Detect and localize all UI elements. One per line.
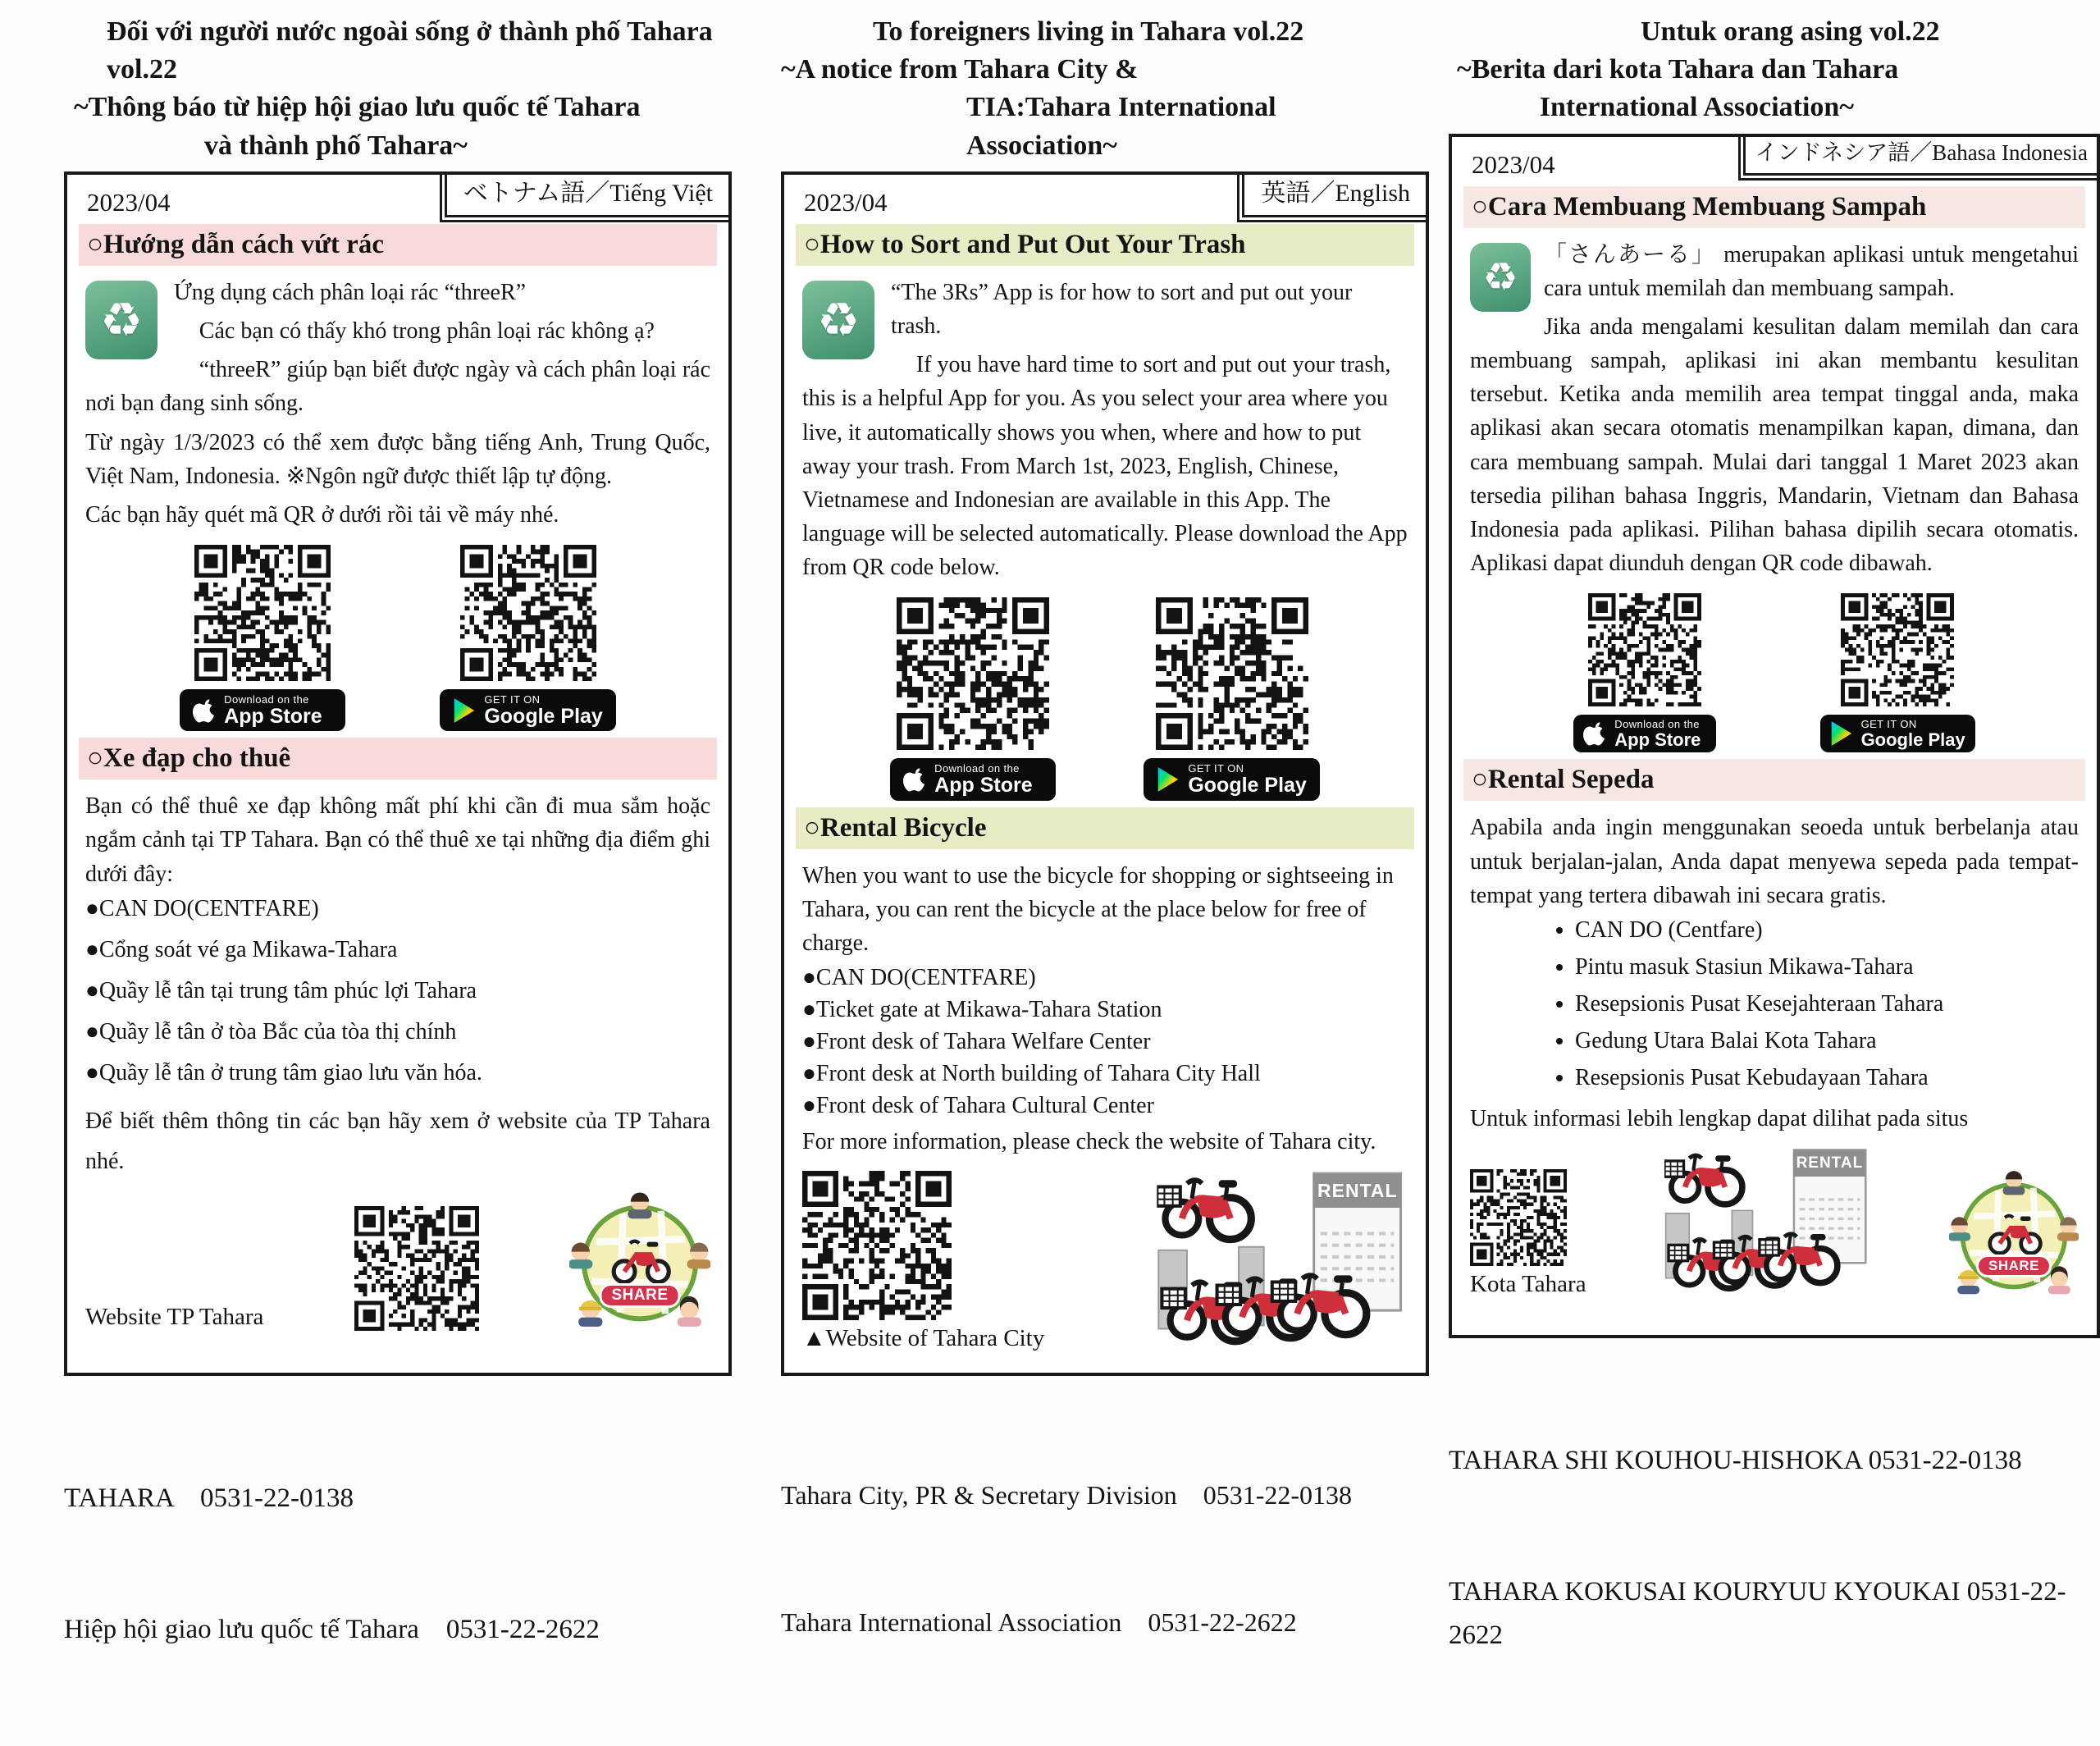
app-store-badge <box>1573 715 1716 752</box>
list-item: ●Front desk of Tahara Welfare Center <box>802 1029 1151 1055</box>
section-title-rental-bicycle: ○Rental Bicycle <box>796 807 1414 849</box>
list-item: • Resepsionis Pusat Kesejahteraan Tahara <box>1575 991 2079 1017</box>
column-english <box>781 0 1429 1730</box>
list-item: • CAN DO (Centfare) <box>1575 917 2079 944</box>
qr-caption: ▲Website of Tahara City <box>802 1325 1045 1352</box>
google-play-badge <box>1820 715 1975 752</box>
contact-footer <box>1449 1351 2100 1746</box>
paragraph: Untuk informasi lebih lengkap dapat dilihat pada situs <box>1470 1105 1969 1131</box>
badge-label: Google Play <box>1860 729 1965 751</box>
list-item: ●Quầy lễ tân ở tòa Bắc của tòa thị chính <box>85 1018 457 1044</box>
column-header <box>1449 13 2100 127</box>
paragraph: Jika anda mengalami kesulitan dalam memilah dan cara membuang sampah, aplikasi ini akan membantu kesulitan tersebut. Ketika anda memilih area tempat tinggal anda, maka aplikasi akan secara otomatis menampilkan kapan, dimana, dan cara membuang sampah. Mulai dari tanggal 1 Maret 2023 akan tersedia pilihan bahasa Inggris, Mandarin, Vietnam dan Bahasa Indonesia pada aplikasi. Pilihan bahasa dipilih secara otomatis. Aplikasi dapat diunduh dengan QR code dibawah. <box>1470 314 2079 577</box>
list-item: ●Ticket gate at Mikawa-Tahara Station <box>802 997 1162 1023</box>
rental-bicycles-illustration <box>1157 1167 1408 1352</box>
column-header <box>64 13 732 165</box>
language-label: 英語／English <box>1242 171 1429 217</box>
qr-code-google-play <box>1156 597 1308 750</box>
rental-location-list <box>85 896 710 1086</box>
column-title-line: ~A notice from Tahara City & <box>781 54 1139 85</box>
paragraph: When you want to use the bicycle for shopping or sightseeing in Tahara, you can rent the bicycle at the place below for free of charge. <box>802 862 1394 956</box>
column-title-line: Untuk orang asing vol.22 <box>1641 16 1940 47</box>
list-item: ●CAN DO(CENTFARE) <box>85 895 319 921</box>
column-title-line: ~Thông báo từ hiệp hội giao lưu quốc tế Tahara <box>74 92 641 123</box>
badge-label: App Store <box>1614 729 1701 751</box>
content-box <box>781 171 1429 1376</box>
paragraph: Các bạn có thấy khó trong phân loại rác không ạ? <box>199 318 655 345</box>
recycle-app-icon <box>1470 243 1531 312</box>
play-icon <box>1830 720 1853 747</box>
badge-label: App Store <box>224 705 322 729</box>
column-title-line: Đối với người nước ngoài sống ở thành phố Tahara vol.22 <box>107 16 713 85</box>
footer-line: TAHARA SHI KOUHOU-HISHOKA 0531-22-0138 <box>1449 1445 2022 1475</box>
section-title-rental-bicycle: ○Xe đạp cho thuê <box>79 738 717 779</box>
contact-footer <box>64 1389 732 1740</box>
section-title-trash-sorting: ○Cara Membuang Membuang Sampah <box>1463 186 2085 228</box>
paragraph: “The 3Rs” App is for how to sort and put out your trash. <box>891 279 1353 340</box>
list-item: ●Quầy lễ tân tại trung tâm phúc lợi Tahara <box>85 977 477 1003</box>
badge-label: Google Play <box>484 705 603 729</box>
language-label: ベトナム語／Tiếng Việt <box>445 171 732 217</box>
section-title-rental-bicycle: ○Rental Sepeda <box>1463 759 2085 801</box>
recycle-glyph: ♻ <box>817 291 860 348</box>
recycle-glyph: ♻ <box>1482 254 1518 300</box>
paragraph: If you have hard time to sort and put out your trash, this is a helpful App for you. As you select your area where you live, it automatically shows you when, where and how to put away your trash. From March 1st, 2023, English, Chinese, Vietnamese and Indonesian are available in this App. The language will be selected automatically. Please download the App from QR code below. <box>802 352 1408 581</box>
apple-icon <box>193 697 216 724</box>
list-item: ●Quầy lễ tân ở trung tâm giao lưu văn hóa. <box>85 1059 482 1086</box>
badge-caption: GET IT ON <box>1188 762 1244 775</box>
column-title-line: TIA:Tahara International Association~ <box>966 92 1276 161</box>
paragraph: Từ ngày 1/3/2023 có thể xem được bằng tiếng Anh, Trung Quốc, Việt Nam, Indonesia. ※Ngôn ngữ được thiết lập tự động. <box>85 429 710 489</box>
list-item: ●Cổng soát vé ga Mikawa-Tahara <box>85 936 398 962</box>
list-item: • Resepsionis Pusat Kebudayaan Tahara <box>1575 1065 2079 1091</box>
rental-location-list <box>1470 917 2079 1091</box>
footer-line: TAHARA 0531-22-0138 <box>64 1483 354 1513</box>
paragraph: Các bạn hãy quét mã QR ở dưới rồi tải về máy nhé. <box>85 501 559 528</box>
content-box <box>64 171 732 1376</box>
badge-caption: Download on the <box>934 762 1020 775</box>
qr-caption: Website TP Tahara <box>85 1303 264 1330</box>
column-header <box>781 13 1429 165</box>
qr-code-website <box>354 1206 479 1331</box>
app-store-badge <box>180 689 345 731</box>
badge-caption: Download on the <box>1614 718 1700 731</box>
badge-caption: GET IT ON <box>484 693 541 706</box>
section-title-trash-sorting: ○Hướng dẫn cách vứt rác <box>79 224 717 266</box>
column-indonesian <box>1449 0 2100 1746</box>
qr-code-app-store <box>897 597 1049 750</box>
rental-location-list <box>802 965 1408 1119</box>
recycle-app-icon <box>802 281 874 359</box>
rental-bicycles-illustration <box>1664 1144 1871 1298</box>
badge-label: Google Play <box>1188 774 1307 798</box>
column-title-line: và thành phố Tahara~ <box>204 130 468 161</box>
language-label: インドネシア語／Bahasa Indonesia <box>1743 134 2100 176</box>
contact-footer <box>781 1389 1429 1730</box>
qr-code-website <box>1470 1169 1567 1266</box>
badge-label: App Store <box>934 774 1033 798</box>
list-item: ●Front desk at North building of Tahara City Hall <box>802 1061 1261 1087</box>
content-box <box>1449 134 2100 1338</box>
apple-icon <box>903 766 926 793</box>
list-item: ●Front desk of Tahara Cultural Center <box>802 1093 1154 1119</box>
footer-line: Tahara International Association 0531-22-2622 <box>781 1607 1297 1638</box>
badge-caption: GET IT ON <box>1860 718 1917 731</box>
footer-line: Hiệp hội giao lưu quốc tế Tahara 0531-22-2622 <box>64 1615 600 1645</box>
column-title-line: To foreigners living in Tahara vol.22 <box>873 16 1304 47</box>
bike-share-illustration <box>1949 1168 2079 1298</box>
paragraph: For more information, please check the website of Tahara city. <box>802 1129 1376 1155</box>
list-item: • Pintu masuk Stasiun Mikawa-Tahara <box>1575 954 2079 980</box>
qr-code-google-play <box>460 545 596 681</box>
bike-share-illustration <box>569 1190 710 1331</box>
column-title-line: International Association~ <box>1539 92 1854 123</box>
rental-sign: RENTAL <box>1793 1150 1865 1177</box>
column-title-line: ~Berita dari kota Tahara dan Tahara <box>1457 54 1899 85</box>
qr-caption: Kota Tahara <box>1470 1270 1586 1297</box>
list-item: • Gedung Utara Balai Kota Tahara <box>1575 1028 2079 1054</box>
issue-date: 2023/04 <box>1472 149 1555 179</box>
qr-code-google-play <box>1841 593 1954 706</box>
paragraph: Ứng dụng cách phân loại rác “threeR” <box>174 279 527 305</box>
issue-date: 2023/04 <box>87 187 171 217</box>
google-play-badge <box>1144 758 1319 800</box>
column-vietnamese <box>64 0 732 1740</box>
paragraph: Bạn có thể thuê xe đạp không mất phí khi cần đi mua sắm hoặc ngắm cảnh tại TP Tahara. Bạn có thể thuê xe tại những địa điểm ghi dưới đây: <box>85 793 710 887</box>
paragraph: Để biết thêm thông tin các bạn hãy xem ở website của TP Tahara nhé. <box>85 1108 710 1174</box>
qr-code-app-store <box>1588 593 1701 706</box>
paragraph: “threeR” giúp bạn biết được ngày và cách phân loại rác nơi bạn đang sinh sống. <box>85 357 710 417</box>
app-store-badge <box>890 758 1056 800</box>
issue-date: 2023/04 <box>804 187 888 217</box>
rental-sign: RENTAL <box>1313 1174 1401 1208</box>
footer-line: TAHARA KOKUSAI KOURYUU KYOUKAI 0531-22-2622 <box>1449 1576 2066 1651</box>
paragraph: Apabila anda ingin menggunakan seoeda untuk berbelanja atau untuk berjalan-jalan, Anda dapat menyewa sepeda pada tempat-tempat yang tertera dibawah ini secara gratis. <box>1470 815 2079 908</box>
apple-icon <box>1583 720 1606 747</box>
qr-code-website <box>802 1171 952 1320</box>
section-title-trash-sorting: ○How to Sort and Put Out Your Trash <box>796 224 1414 266</box>
share-banner: SHARE <box>599 1283 680 1308</box>
recycle-glyph: ♻ <box>100 291 143 348</box>
play-icon <box>1157 766 1180 793</box>
recycle-app-icon <box>85 281 158 359</box>
list-item: ●CAN DO(CENTFARE) <box>802 965 1036 991</box>
badge-caption: Download on the <box>224 693 309 706</box>
footer-line: Tahara City, PR & Secretary Division 0531-22-0138 <box>781 1479 1353 1510</box>
share-banner: SHARE <box>1976 1255 2052 1278</box>
qr-code-app-store <box>194 545 331 681</box>
play-icon <box>453 697 476 724</box>
paragraph: 「さんあーる」 merupakan aplikasi untuk mengetahui cara untuk memilah dan membuang sampah. <box>1544 241 2079 301</box>
google-play-badge <box>440 689 615 731</box>
